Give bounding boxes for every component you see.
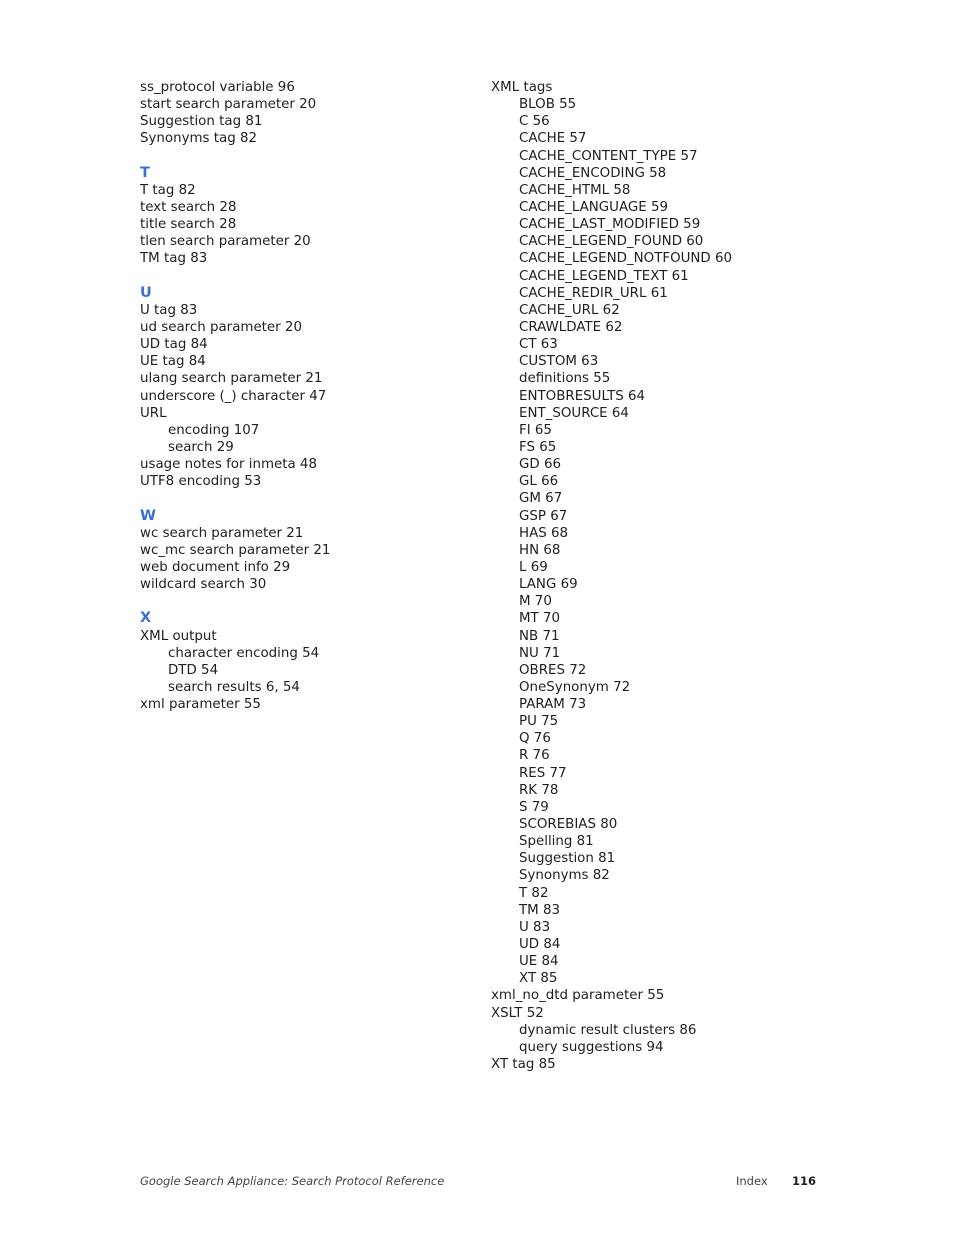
- index-subentry: ENTOBRESULTS 64: [519, 388, 646, 404]
- index-subentry: DTD 54: [168, 662, 219, 678]
- index-entry: start search parameter 20: [140, 97, 317, 113]
- index-subentry: encoding 107: [168, 422, 260, 438]
- index-entry: UD tag 84: [140, 337, 208, 353]
- index-subentry: XT 85: [519, 971, 558, 987]
- index-entry: XT tag 85: [491, 1057, 556, 1073]
- index-entry: URL: [140, 405, 167, 421]
- footer-document-title: Google Search Appliance: Search Protocol Reference: [140, 1174, 445, 1188]
- index-subentry: HAS 68: [519, 525, 569, 541]
- index-entry: wc_mc search parameter 21: [140, 542, 331, 558]
- index-subentry: CACHE_LEGEND_NOTFOUND 60: [519, 251, 733, 267]
- index-subentry: GD 66: [519, 457, 561, 473]
- index-entry: wc search parameter 21: [140, 525, 304, 541]
- index-subentry: NB 71: [519, 628, 560, 644]
- index-subentry: PU 75: [519, 714, 559, 730]
- index-entry: XML tags: [491, 80, 553, 95]
- index-subentry: search 29: [168, 439, 234, 455]
- index-subentry: RES 77: [519, 765, 567, 781]
- index-entry: UE tag 84: [140, 354, 206, 370]
- index-subentry: Q 76: [519, 731, 551, 747]
- index-entry: Suggestion tag 81: [140, 114, 263, 130]
- index-subentry: ENT_SOURCE 64: [519, 405, 629, 421]
- index-subentry: GM 67: [519, 491, 563, 507]
- index-subentry: CACHE_ENCODING 58: [519, 165, 667, 181]
- index-subentry: BLOB 55: [519, 97, 577, 113]
- index-entry: text search 28: [140, 199, 237, 215]
- index-subentry: L 69: [519, 559, 548, 575]
- index-column-right: [491, 79, 821, 1073]
- index-entry: XSLT 52: [491, 1005, 544, 1021]
- index-subentry: TM 83: [519, 902, 561, 918]
- index-subentry: OneSynonym 72: [519, 679, 631, 695]
- index-entry: U tag 83: [140, 302, 198, 318]
- index-subentry: query suggestions 94: [519, 1039, 664, 1055]
- index-column-left: [140, 79, 470, 713]
- index-entry: XML output: [140, 628, 217, 644]
- index-subentry: PARAM 73: [519, 697, 587, 713]
- index-entry: Synonyms tag 82: [140, 131, 258, 147]
- index-subentry: R 76: [519, 748, 550, 764]
- index-entry: TM tag 83: [140, 251, 208, 267]
- index-entry: xml parameter 55: [140, 697, 261, 713]
- index-subentry: CACHE_LANGUAGE 59: [519, 199, 669, 215]
- index-subentry: C 56: [519, 114, 550, 130]
- index-entry: title search 28: [140, 217, 237, 233]
- index-subentry: S 79: [519, 799, 549, 815]
- index-subentry: Suggestion 81: [519, 851, 616, 867]
- index-letter-heading: T: [140, 164, 150, 181]
- index-entry: underscore (_) character 47: [140, 388, 327, 404]
- index-subentry: HN 68: [519, 542, 561, 558]
- index-subentry: SCOREBIAS 80: [519, 817, 618, 833]
- index-entry: xml_no_dtd parameter 55: [491, 988, 665, 1004]
- index-subentry: MT 70: [519, 611, 561, 627]
- index-subentry: RK 78: [519, 782, 559, 798]
- index-subentry: CT 63: [519, 337, 558, 353]
- index-subentry: NU 71: [519, 645, 561, 661]
- index-letter-heading: W: [140, 507, 156, 524]
- index-subentry: GSP 67: [519, 508, 568, 524]
- index-subentry: LANG 69: [519, 577, 578, 593]
- index-entry: ud search parameter 20: [140, 319, 302, 335]
- index-entry: UTF8 encoding 53: [140, 474, 262, 490]
- index-subentry: GL 66: [519, 474, 559, 490]
- index-subentry: CACHE_HTML 58: [519, 182, 631, 198]
- index-subentry: CACHE_CONTENT_TYPE 57: [519, 148, 698, 164]
- index-letter-heading: U: [140, 284, 152, 301]
- index-subentry: CACHE_REDIR_URL 61: [519, 285, 668, 301]
- index-subentry: OBRES 72: [519, 662, 587, 678]
- index-subentry: T 82: [519, 885, 549, 901]
- index-subentry: FI 65: [519, 422, 552, 438]
- index-subentry: Synonyms 82: [519, 868, 610, 884]
- index-subentry: UD 84: [519, 937, 561, 953]
- index-subentry: M 70: [519, 594, 552, 610]
- footer-page-number: 116: [792, 1174, 817, 1188]
- index-subentry: CACHE_LEGEND_TEXT 61: [519, 268, 689, 284]
- index-subentry: CACHE 57: [519, 131, 587, 147]
- index-subentry: definitions 55: [519, 371, 611, 387]
- index-entry: ulang search parameter 21: [140, 371, 323, 387]
- index-entry: ss_protocol variable 96: [140, 80, 295, 95]
- index-entry: tlen search parameter 20: [140, 234, 311, 250]
- index-entry: T tag 82: [140, 182, 196, 198]
- index-subentry: CACHE_LAST_MODIFIED 59: [519, 217, 701, 233]
- index-subentry: dynamic result clusters 86: [519, 1022, 697, 1038]
- index-entry: wildcard search 30: [140, 577, 267, 593]
- index-letter-heading: X: [140, 610, 152, 627]
- index-entry: usage notes for inmeta 48: [140, 457, 317, 473]
- index-subentry: CUSTOM 63: [519, 354, 599, 370]
- footer-section-name: Index: [736, 1174, 768, 1188]
- index-subentry: CRAWLDATE 62: [519, 319, 623, 335]
- index-subentry: CACHE_URL 62: [519, 302, 620, 318]
- index-entry: web document info 29: [140, 559, 291, 575]
- index-subentry: UE 84: [519, 954, 559, 970]
- index-subentry: FS 65: [519, 439, 557, 455]
- index-subentry: search results 6, 54: [168, 679, 300, 695]
- index-subentry: U 83: [519, 919, 551, 935]
- index-subentry: Spelling 81: [519, 834, 594, 850]
- index-subentry: CACHE_LEGEND_FOUND 60: [519, 234, 704, 250]
- index-subentry: character encoding 54: [168, 645, 320, 661]
